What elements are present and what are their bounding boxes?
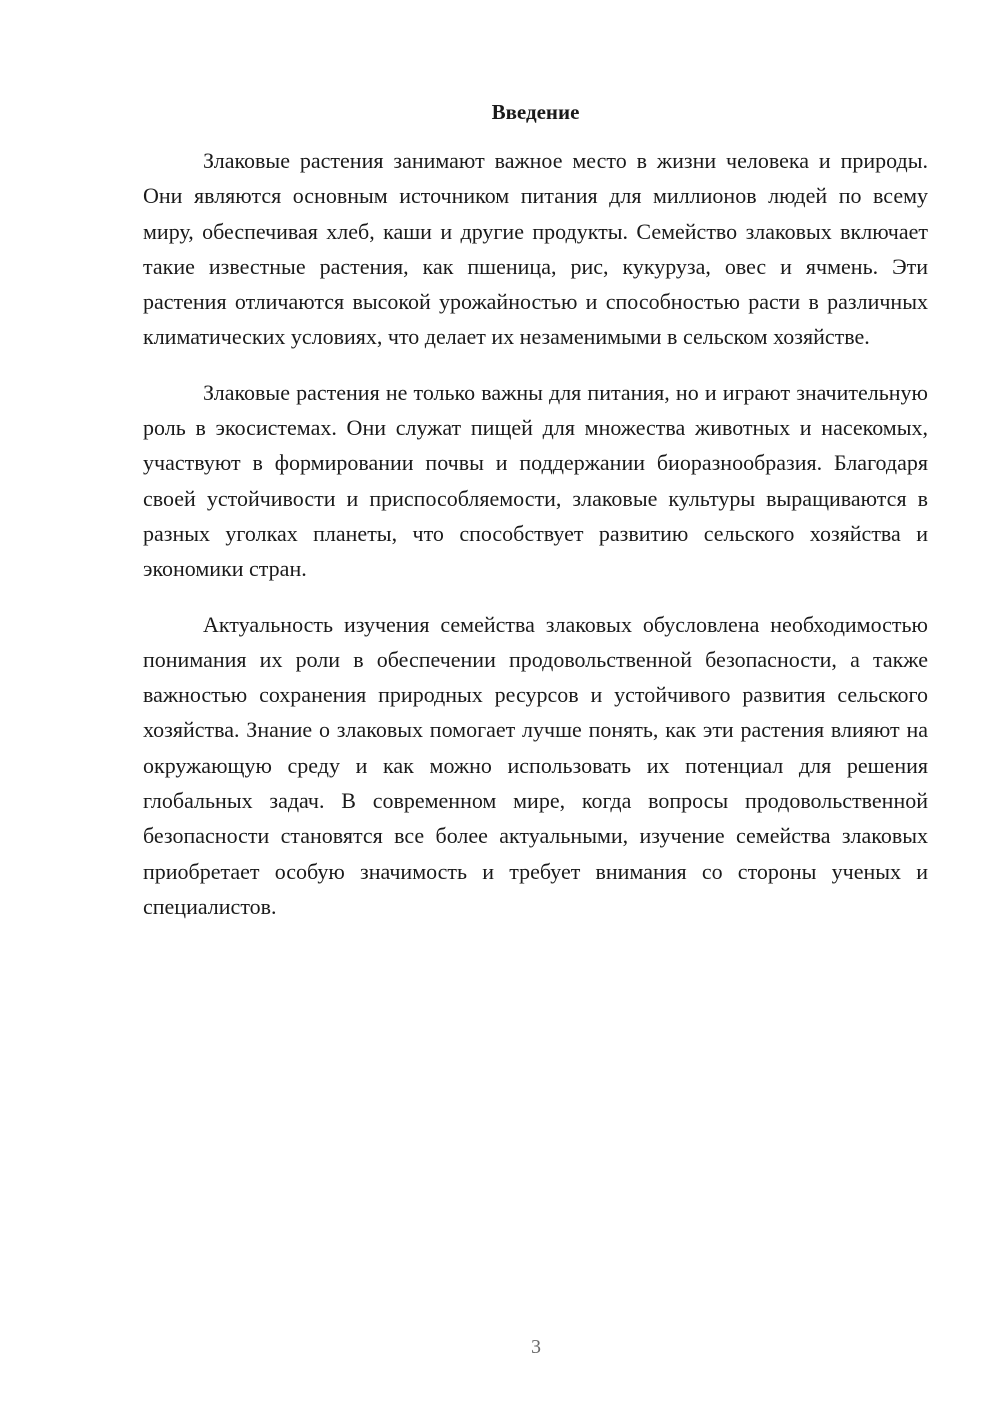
page-number: 3 — [531, 1336, 541, 1358]
paragraph-relevance: Актуальность изучения семейства злаковых обусловлена необходимостью понимания их роли в обеспечении продовольственной безопасности, а также важностью сохранения природных ресурсов и устойчивого развития сельского хозяйства. Знание о злаковых помогает лучше понять, как эти растения влияют на окружающую среду и как можно использовать их потенциал для решения глобальных задач. В современном мире, когда вопросы продовольственной безопасности становятся все более актуальными, изучение семейства злаковых приобретает особую значимость и требует внимания со стороны ученых и специалистов. — [143, 611, 928, 919]
section-title: Введение — [491, 100, 580, 124]
paragraph-ecosystems: Злаковые растения не только важны для питания, но и играют значительную роль в экосистемах. Они служат пищей для множества животных и насекомых, участвуют в формировании почвы и поддержании биоразнообразия. Благодаря своей устойчивости и приспособляемости, злаковые культуры выращиваются в разных уголках планеты, что способствует развитию сельского хозяйства и экономики стран. — [143, 379, 928, 582]
body-text — [143, 143, 928, 944]
paragraph-intro: Злаковые растения занимают важное место в жизни человека и природы. Они являются основным источником питания для миллионов людей по всему миру, обеспечивая хлеб, каши и другие продукты. Семейство злаковых включает такие известные растения, как пшеница, рис, кукуруза, овес и ячмень. Эти растения отличаются высокой урожайностью и способностью расти в различных климатических условиях, что делает их незаменимыми в сельском хозяйстве. — [143, 148, 928, 350]
